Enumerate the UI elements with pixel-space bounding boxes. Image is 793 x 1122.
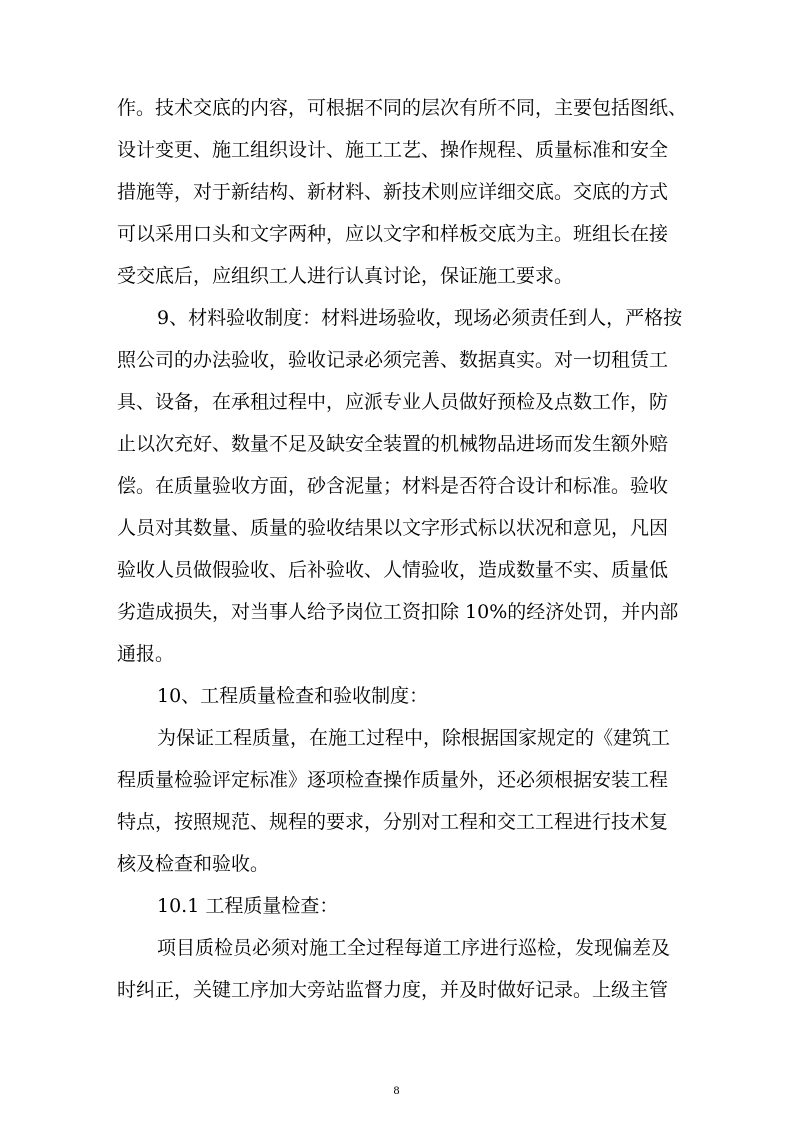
text-line: 为保证工程质量，在施工过程中，除根据国家规定的《建筑工 — [157, 727, 671, 749]
text-line: 人员对其数量、质量的验收结果以文字形式标以状况和意见，凡因 — [117, 517, 669, 539]
text-line: 照公司的办法验收，验收记录必须完善、数据真实。对一切租赁工 — [117, 349, 669, 371]
text-line: 特点，按照规范、规程的要求，分别对工程和交工工程进行技术复 — [117, 811, 669, 833]
text-line: 具、设备，在承租过程中，应派专业人员做好预检及点数工作，防 — [117, 391, 669, 413]
text-line: 止以次充好、数量不足及缺安全装置的机械物品进场而发生额外赔 — [117, 433, 669, 455]
text-line: 偿。在质量验收方面，砂含泥量；材料是否符合设计和标准。验收 — [117, 475, 669, 497]
section-9-heading-line: 9、材料验收制度：材料进场验收，现场必须责任到人，严格按 — [157, 307, 683, 329]
text-line: 设计变更、施工组织设计、施工工艺、操作规程、质量标准和安全 — [117, 139, 669, 161]
text-line: 受交底后，应组织工人进行认真讨论，保证施工要求。 — [117, 265, 574, 287]
text-line: 作。技术交底的内容，可根据不同的层次有所不同，主要包括图纸、 — [117, 97, 688, 119]
text-line: 通报。 — [117, 643, 175, 665]
text-line: 劣造成损失，对当事人给予岗位工资扣除 10%的经济处罚，并内部 — [117, 601, 679, 623]
section-10-1-heading: 10.1 工程质量检查： — [157, 895, 339, 917]
section-10-heading: 10、工程质量检查和验收制度： — [157, 685, 429, 707]
text-line: 时纠正，关键工序加大旁站监督力度，并及时做好记录。上级主管 — [117, 979, 669, 1001]
text-line: 项目质检员必须对施工全过程每道工序进行巡检，发现偏差及 — [157, 937, 671, 959]
text-line: 程质量检验评定标准》逐项检查操作质量外，还必须根据安装工程 — [117, 769, 669, 791]
text-line: 可以采用口头和文字两种，应以文字和样板交底为主。班组长在接 — [117, 223, 669, 245]
page-number: 8 — [393, 1083, 400, 1097]
text-line: 核及检查和验收。 — [117, 853, 270, 875]
text-line: 措施等，对于新结构、新材料、新技术则应详细交底。交底的方式 — [117, 181, 669, 203]
text-line: 验收人员做假验收、后补验收、人情验收，造成数量不实、质量低 — [117, 559, 669, 581]
